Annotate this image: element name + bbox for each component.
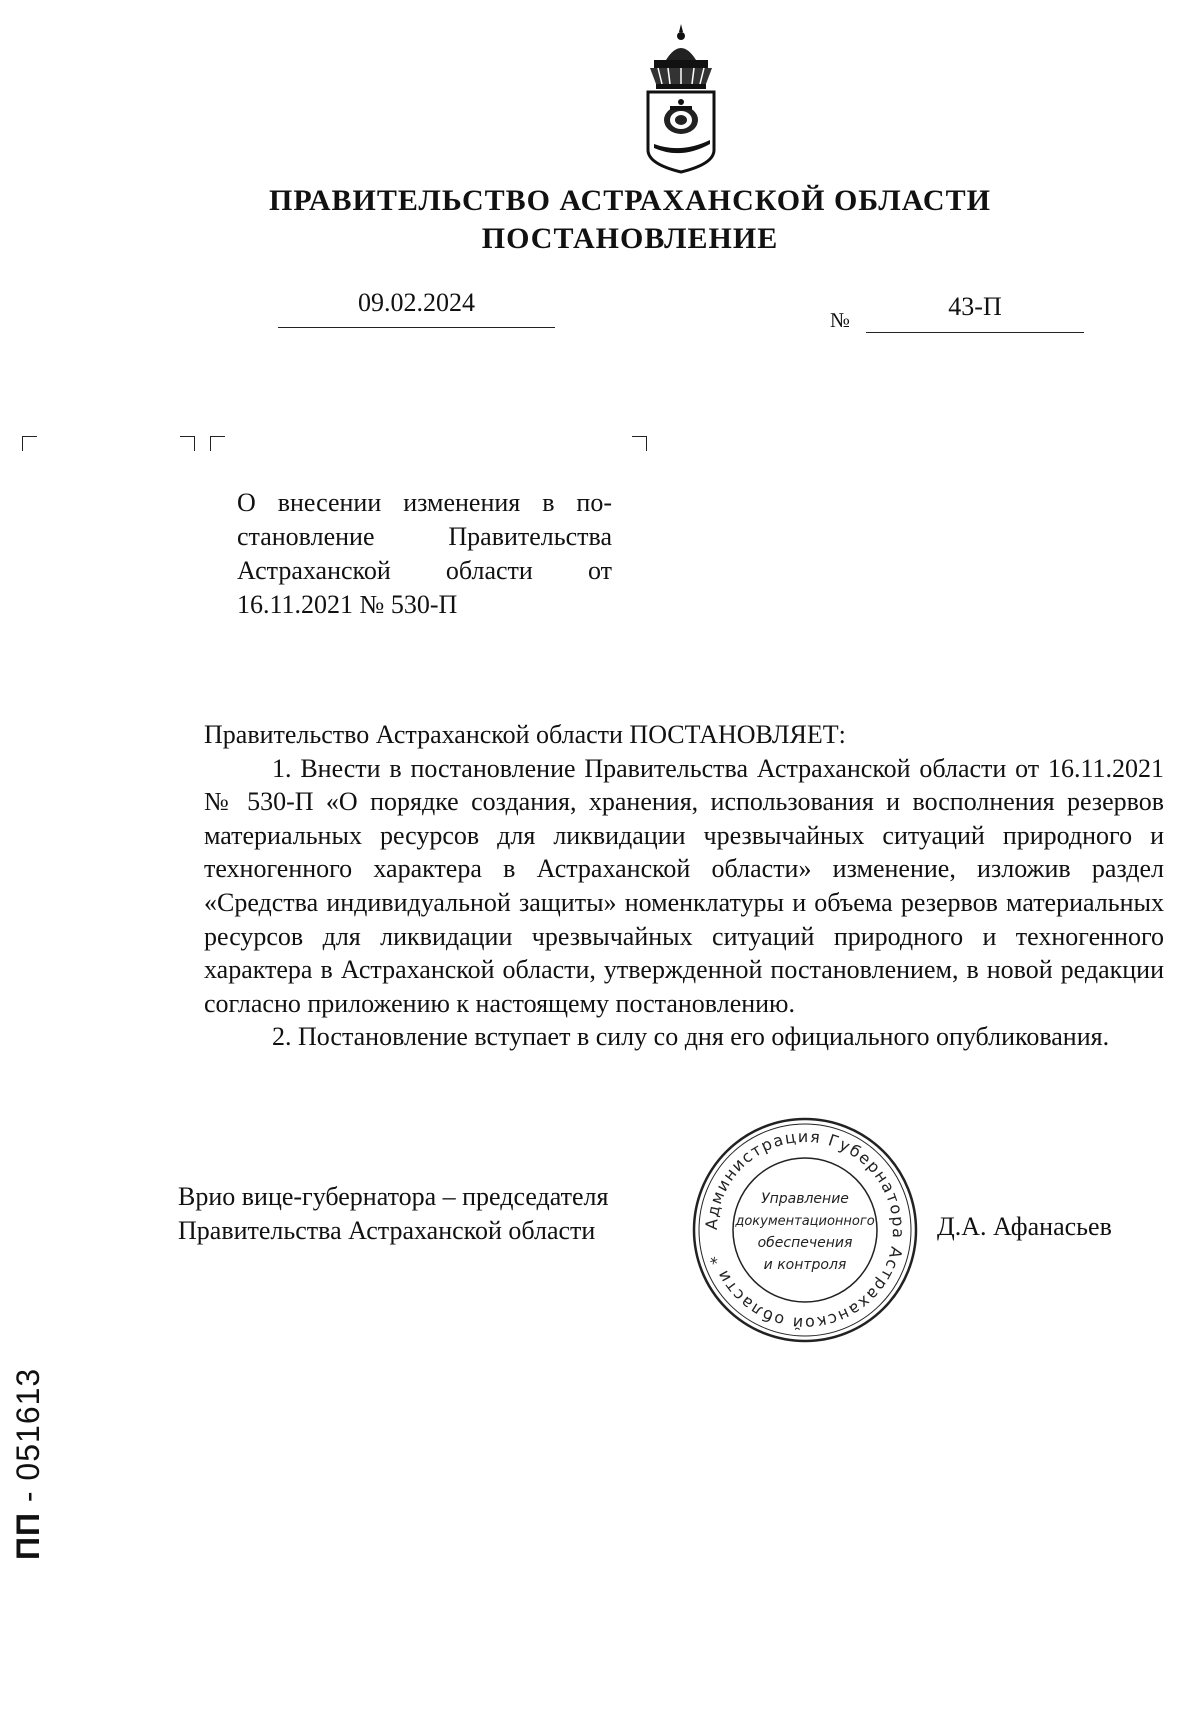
document-date: 09.02.2024	[358, 288, 475, 317]
title-line: 16.11.2021 № 530-П	[237, 590, 458, 619]
corner-bracket-left	[22, 436, 37, 451]
side-stamp-number: - 051613	[10, 1367, 46, 1512]
coat-of-arms-emblem	[636, 22, 726, 174]
side-registration-stamp	[8, 1300, 48, 1560]
corner-bracket-right	[632, 436, 647, 451]
date-underline	[278, 327, 555, 328]
title-line: О внесении изменения в по-	[237, 488, 612, 517]
government-heading: ПРАВИТЕЛЬСТВО АСТРАХАНСКОЙ ОБЛАСТИ	[269, 184, 991, 217]
seal-inner-line: обеспечения	[757, 1235, 853, 1251]
corner-bracket-middle-left	[210, 436, 225, 451]
signatory-position	[178, 1180, 678, 1248]
body-lead: Правительство Астраханской области ПОСТАНОВЛЯЕТ:	[204, 720, 846, 749]
signatory-position-line-2: Правительства Астраханской области	[178, 1216, 596, 1245]
document-type-heading: ПОСТАНОВЛЕНИЕ	[481, 222, 779, 255]
signatory-name: Д.А. Афанасьев	[937, 1212, 1112, 1241]
side-stamp-prefix: ПП	[10, 1512, 46, 1560]
body-item-1: 1. Внести в постановление Правительства Астраханской области от 16.11.2021 № 530-П «О порядке создания, хранения, использования и восполнения резервов материальных ресурсов для ликвидации чрезвычайных ситуаций природного и техногенного характера в Астраханской области» изменение, изложив раздел «Средства индивидуальной защиты» номенклатуры и объема резервов материальных ресурсов для ликвидации чрезвычайных ситуаций природного и техногенного характера в Астраханской области, утвержденной постановлением, в новой редакции согласно приложению к настоящему постановлению.	[204, 753, 1164, 1018]
document-title	[237, 486, 612, 622]
document-number: 43-П	[948, 292, 1002, 321]
number-sign: №	[830, 308, 851, 332]
official-seal-stamp	[690, 1115, 920, 1345]
title-line: становление Правительства	[237, 522, 612, 551]
title-line: Астраханской области от	[237, 556, 612, 585]
seal-inner-line: и контроля	[763, 1257, 847, 1273]
signatory-position-line-1: Врио вице-губернатора – председателя	[178, 1182, 609, 1211]
body-item-2: 2. Постановление вступает в силу со дня его официального опубликования.	[272, 1022, 1110, 1052]
corner-bracket-middle-right	[180, 436, 195, 451]
seal-outer-text: Администрация Губернатора Астраханской области *	[701, 1126, 909, 1334]
seal-inner-line: Управление	[761, 1191, 849, 1207]
document-body	[204, 718, 1164, 1054]
number-underline	[866, 332, 1084, 333]
seal-inner-line: документационного	[735, 1214, 875, 1229]
